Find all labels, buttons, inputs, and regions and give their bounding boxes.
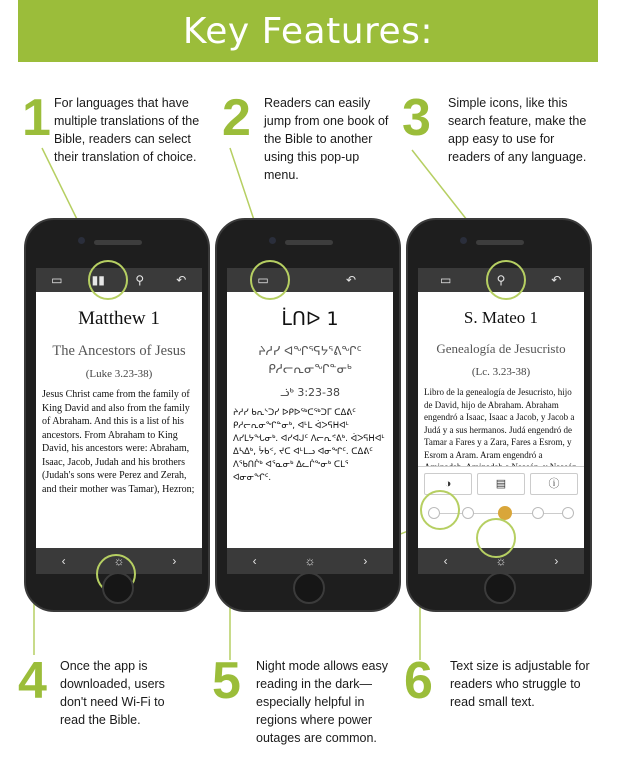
search-icon[interactable]: ⚲	[496, 273, 506, 287]
chevron-left-icon[interactable]: ‹	[252, 554, 257, 568]
feature-text: Readers can easily jump from one book of the Bible to another using this pop-up menu.	[264, 96, 389, 182]
undo-icon[interactable]: ↶	[551, 273, 562, 287]
feature-text: Once the app is downloaded, users don't need Wi-Fi to read the Bible.	[60, 659, 165, 727]
verse-text: Jesus Christ came from the family of King David and also from the family of Abraham. And this is a list of his ancestors. From Abraham to King David, his ancestors were: Abraham, Isaac, Jacob, Judah and his brothers (Judah's sons were Perez and Zerah, and their mother was Tamar), Hezron;	[42, 389, 195, 495]
section-heading: ᔨᓱᓯ ᐊᖏᕐᕋᔭᕐᕕᖏᑦ ᑭᓱᓕᕆᓂᖏᓐᓂᒃ	[258, 344, 362, 376]
undo-icon[interactable]: ↶	[176, 273, 187, 287]
chevron-right-icon[interactable]: ›	[363, 554, 368, 568]
cross-reference: (Lc. 3.23-38)	[471, 366, 531, 378]
chapter-title: S. Mateo 1	[463, 308, 539, 327]
feature-text: For languages that have multiple translations of the Bible, readers can select their translation of choice.	[54, 96, 200, 164]
feature-4	[18, 652, 218, 745]
sun-icon[interactable]: ☼	[113, 554, 125, 568]
info-button[interactable]	[530, 473, 578, 495]
chevron-left-icon[interactable]: ‹	[61, 554, 66, 568]
highlight-circle	[250, 260, 290, 300]
reader-content	[227, 292, 393, 548]
feature-6	[404, 652, 604, 745]
home-button[interactable]	[293, 572, 325, 604]
chapter-title: Matthew 1	[78, 308, 160, 329]
library-icon[interactable]: ▮▮	[91, 273, 105, 287]
highlight-circle	[476, 518, 516, 558]
feature-number: 1	[22, 89, 51, 147]
cross-reference: ᓘᒃ 3:23-38	[279, 386, 340, 399]
highlight-circle	[88, 260, 128, 300]
chevron-right-icon[interactable]: ›	[172, 554, 177, 568]
chapter-title: ᒫᑎᐅ 1	[281, 308, 339, 330]
slider-stop[interactable]	[562, 507, 574, 519]
layout-button[interactable]	[477, 473, 525, 495]
feature-1	[22, 89, 212, 202]
speaker	[476, 240, 524, 245]
feature-number: 2	[222, 89, 251, 147]
verse-text: Libro de la genealogía de Jesucristo, hijo de David, hijo de Abraham. Abraham engendró a Isaac, Isaac a Jacob, y Jacob a Judá y a sus hermanos. Judá engendró de Tamar a Fares y a Zara, Fares a Esrom, y Esrom a Aram. Aram engendró a	[424, 387, 575, 460]
sun-icon[interactable]: ☼	[495, 554, 507, 568]
feature-text: Text size is adjustable for readers who struggle to read small text.	[450, 659, 590, 709]
page-title: Key Features:	[182, 10, 434, 52]
home-button[interactable]	[484, 572, 516, 604]
speaker	[94, 240, 142, 245]
speaker	[285, 240, 333, 245]
chevron-left-icon[interactable]: ‹	[443, 554, 448, 568]
section-heading: Genealogía de Jesucristo	[436, 341, 566, 356]
phone-3	[406, 218, 592, 612]
feature-5	[212, 652, 412, 765]
header-banner	[18, 0, 598, 62]
contrast-icon: ◑	[444, 478, 452, 490]
book-icon[interactable]: ▭	[257, 273, 269, 287]
book-icon[interactable]: ▭	[51, 273, 63, 287]
feature-number: 3	[402, 89, 431, 147]
sun-icon[interactable]: ☼	[304, 554, 316, 568]
slider-stop[interactable]	[462, 507, 474, 519]
chevron-right-icon[interactable]: ›	[554, 554, 559, 568]
camera	[269, 237, 276, 244]
reader-content	[36, 292, 202, 548]
feature-number: 4	[18, 652, 47, 710]
undo-icon[interactable]: ↶	[345, 273, 357, 287]
feature-text: Simple icons, like this search feature, make the app easy to use for readers of any language.	[448, 96, 587, 164]
camera	[460, 237, 467, 244]
bottom-toolbar	[227, 548, 393, 574]
cross-reference: (Luke 3.23-38)	[85, 368, 153, 380]
feature-number: 6	[404, 652, 433, 710]
search-icon[interactable]: ⚲	[135, 273, 145, 287]
phone-screen	[36, 268, 202, 574]
highlight-circle	[420, 490, 460, 530]
slider-stop[interactable]	[532, 507, 544, 519]
feature-text: Night mode allows easy reading in the dark—especially helpful in regions where power outages are common.	[256, 659, 389, 745]
document-icon: ▤	[495, 478, 507, 490]
phone-screen	[227, 268, 393, 574]
phone-2	[215, 218, 401, 612]
highlight-circle	[486, 260, 526, 300]
home-button[interactable]	[102, 572, 134, 604]
feature-3	[402, 89, 602, 202]
book-icon[interactable]: ▭	[439, 273, 452, 287]
info-icon: ⓘ	[548, 478, 560, 490]
feature-2	[222, 89, 412, 202]
phone-1	[24, 218, 210, 612]
section-heading: The Ancestors of Jesus	[52, 343, 186, 359]
feature-number: 5	[212, 652, 241, 710]
verse-text: ᔨᓱᓯ ᑲᕆᔅᑐᓯ ᐅᑭᐅᖅᑕᖅᑐᒥ ᑕᐃᕕᑦ ᑭᓱᓕᕆᓂᖏᓐᓂᒃ, ᐊᒻᒪ ᐋᐳᕋᕼᐊᒻ ᐱᓯᒪᔭᖓᓂᒃ. ᐊᓯᐊᒍᑦ ᐱᓕᕆᕝᕕᒃ. ᐋᐳᕋᕼᐊᒻ ᐃᓴᐃᒃ, ᔮᑲᑉ, ᔪᑕ ᐊᒻᒪᓗ ᐊᓂᖏᑦ. ᑕᐃᕕᑦ ᐱᖃᑎᒌᒃ ᐊᕐᓇᓂᒃ ᐃᓚᒌᖕᓂᒃ ᑕᒪᕐ ᐊᓂᓂᖏᑦ.	[233, 408, 385, 483]
camera	[78, 237, 85, 244]
